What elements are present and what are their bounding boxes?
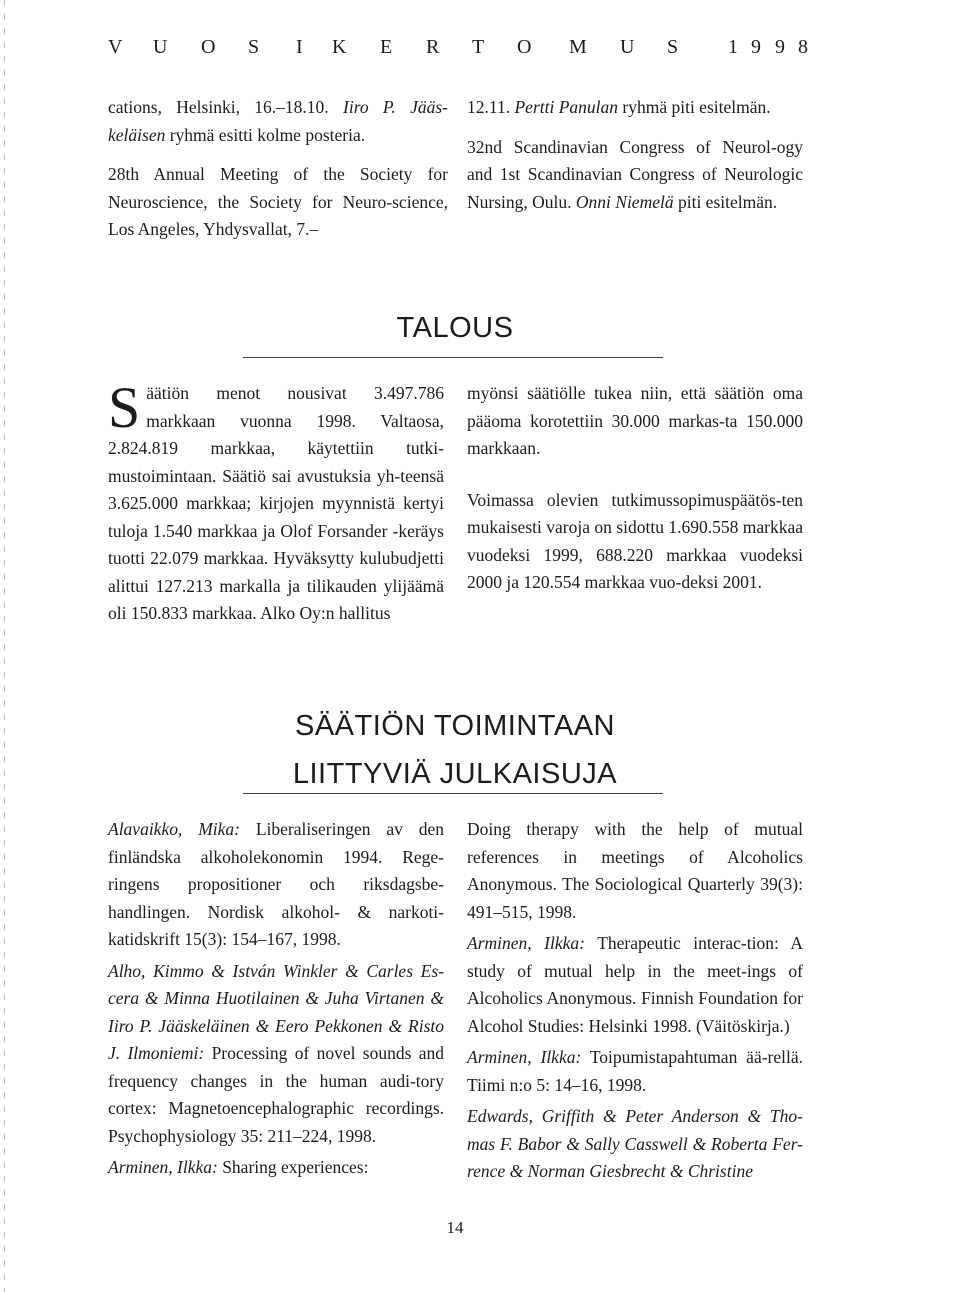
authors: Arminen, Ilkka: <box>108 1157 218 1177</box>
text: piti esitelmän. <box>673 191 778 212</box>
talous-left-column <box>108 375 444 640</box>
header-letter: T <box>472 36 485 58</box>
text: Processing of novel sounds and frequency changes in the human audi-tory cortex: Magnetoencephalographic recordings. Psychophysiology 35: 211–224, 1998. <box>108 1043 444 1146</box>
text: Therapeutic interac-tion: A study of mutual help in the meet-ings of Alcoholics Anonymous. Finnish Foundation for Alcohol Studies: Helsinki 1998. (Väitöskirja.) <box>467 933 804 1036</box>
header-letter: S <box>667 36 679 58</box>
paragraph: 28th Annual Meeting of the Society for Neuroscience, the Society for Neuro-science, Los Angeles, Yhdysvallat, 7.– <box>108 164 448 239</box>
header-letter: R <box>426 36 440 58</box>
publications-left-column <box>108 816 444 1186</box>
header-letter: U <box>620 36 635 58</box>
publication-entry <box>467 930 803 1040</box>
header-letter: O <box>517 36 532 58</box>
text: 12.11. <box>467 97 515 117</box>
italic-name: Onni Niemelä <box>575 191 674 212</box>
text: Sharing experiences: <box>217 1157 369 1177</box>
header-letter: I <box>296 36 303 58</box>
italic-name: Pertti Panulan <box>514 97 619 117</box>
header-letter: K <box>332 36 347 58</box>
publication-entry <box>467 1044 803 1099</box>
text: cations, Helsinki, 16.–18.10. <box>108 97 343 117</box>
paragraph <box>467 94 803 122</box>
heading-line: SÄÄTIÖN TOIMINTAAN <box>295 710 615 742</box>
header-letter: S <box>248 36 260 58</box>
authors: Alavaikko, Mika: <box>108 819 240 839</box>
header-letter: E <box>380 36 393 58</box>
header-letter: 9 <box>775 36 785 58</box>
paragraph <box>108 375 444 628</box>
publication-entry <box>467 1103 803 1186</box>
header-letter: U <box>153 36 168 58</box>
header-letter: 8 <box>798 36 808 58</box>
talous-right-column <box>467 380 803 609</box>
publication-entry <box>467 816 803 926</box>
header-letter: 1 <box>728 36 738 58</box>
section-heading-julkaisut <box>0 702 910 798</box>
paragraph: myönsi säätiölle tukea niin, että säätiön oma pääoma korotettiin 30.000 markas-ta 150.000 markkaan. <box>467 383 803 458</box>
text: äätiön menot nousivat 3.497.786 markkaan vuonna 1998. Valtaosa, 2.824.819 markkaa, käytettiin tutki-mustoimintaan. Säätiö sai avustuksia yh-teensä 3.625.000 markkaa; kirjojen myynnistä kertyi tuloja 1.540 markkaa ja Olof Forsander -keräys tuotti 22.079 markkaa. Hyväksytty kulubudjetti alittui 127.213 markalla ja tilikauden ylijäämä oli 150.833 markkaa. Alko Oy:n hallitus <box>108 383 444 623</box>
header-letter: M <box>569 36 587 58</box>
publication-entry <box>108 958 444 1151</box>
top-left-column <box>108 94 448 256</box>
section-heading-talous: TALOUS <box>396 312 514 344</box>
authors: Arminen, Ilkka: <box>467 933 585 953</box>
publications-right-column <box>467 816 803 1190</box>
text: Liberaliseringen av den finländska alkoholekonomin 1994. Rege-ringens propositioner och riksdagsbe-handlingen. Nordisk alkohol- & narkoti-katidskrift 15(3): 154–167, 1998. <box>108 819 444 949</box>
authors: Arminen, Ilkka: <box>467 1047 582 1067</box>
paragraph <box>467 134 803 217</box>
text: Doing therapy with the help of mutual references in meetings of Alcoholics Anonymous. The Sociological Quarterly 39(3): 491–515, 1998. <box>467 819 803 922</box>
publication-entry <box>108 816 444 954</box>
header-letter: V <box>108 36 123 58</box>
authors: Edwards, Griffith & Peter Anderson & Tho-mas F. Babor & Sally Casswell & Roberta Fer-rence & Norman Giesbrecht & Christine <box>467 1106 803 1181</box>
publication-entry <box>108 1154 444 1182</box>
italic-name: Iiro P. Jääs-keläisen <box>108 97 448 145</box>
drop-cap: S <box>108 375 141 440</box>
text: 32nd Scandinavian Congress of Neurol-ogy and 1st Scandinavian Congress of Neurologic Nursing, Oulu. <box>467 136 803 212</box>
header-letter: 9 <box>751 36 761 58</box>
text: ryhmä esitti kolme posteria. <box>165 124 366 145</box>
heading-rule <box>243 357 663 358</box>
text: Toipumistapahtuman ää-rellä. Tiimi n:o 5: 14–16, 1998. <box>467 1047 803 1095</box>
heading-line: LIITTYVIÄ JULKAISUJA <box>292 758 618 790</box>
paragraph: Voimassa olevien tutkimussopimuspäätös-ten mukaisesti varoja on sidottu 1.690.558 markkaa vuodeksi 1999, 688.220 markkaa vuodeksi 2000 ja 120.554 markkaa vuo-deksi 2001. <box>467 489 803 592</box>
page-number: 14 <box>446 1218 464 1237</box>
heading-rule <box>243 793 663 794</box>
text: ryhmä piti esitelmän. <box>618 97 771 117</box>
header-letter: O <box>201 36 216 58</box>
top-right-column <box>467 94 803 228</box>
paragraph <box>108 94 448 149</box>
authors: Alho, Kimmo & István Winkler & Carles Es-cera & Minna Huotilainen & Juha Virtanen & Iiro P. Jääskeläinen & Eero Pekkonen & Risto J. Ilmoniemi: <box>108 960 444 1063</box>
scan-edge <box>4 0 5 1292</box>
